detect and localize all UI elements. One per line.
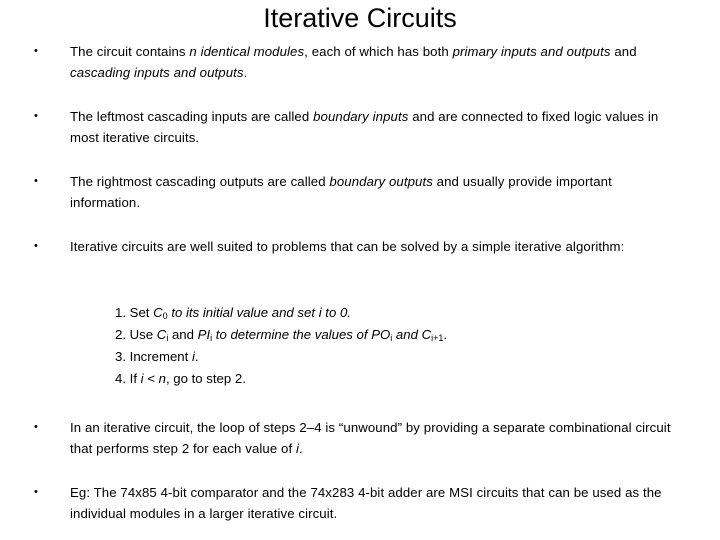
bullet-marker: • [34,45,38,57]
bullet-marker: • [34,240,38,252]
bullet-text: In an iterative circuit, the loop of steps 2–4 is “unwound” by providing a separate combinational circuit that performs step 2 for each value of i. [70,420,671,456]
step-4: 4. If i < n, go to step 2. [115,371,246,386]
bullet-marker: • [34,421,38,433]
step-2: 2. Use $C_i$ and $PI_i$ to determine the values of $PO_i$ and $C_{i+1}$. [115,327,448,343]
bullet-item [34,482,684,524]
bullet-marker: • [34,110,38,122]
bullet-item [34,106,684,148]
bullet-text: The leftmost cascading inputs are called boundary inputs and are connected to fixed logic values in most iterative circuits. [70,109,659,145]
bullet-item [34,417,684,459]
step-3: 3. Increment i. [115,349,199,364]
algorithm-steps [115,302,447,390]
bullet-marker: • [34,175,38,187]
bullet-text: Iterative circuits are well suited to problems that can be solved by a simple iterative algorithm: [70,239,625,254]
bullet-item [34,236,684,257]
step-1: 1. Set $C_0$ to its initial value and set i to 0. [115,305,351,321]
bullet-text: The circuit contains n identical modules, each of which has both primary inputs and outputs and cascading inputs and outputs. [70,44,637,80]
bullet-text: The rightmost cascading outputs are called boundary outputs and usually provide important information. [70,174,612,210]
bullet-marker: • [34,486,38,498]
slide-title: Iterative Circuits [263,3,457,33]
bullet-item [34,41,684,83]
bullet-item [34,171,684,213]
bullet-text: Eg: The 74x85 4-bit comparator and the 74x283 4-bit adder are MSI circuits that can be used as the individual modules in a larger iterative circuit. [70,485,662,521]
